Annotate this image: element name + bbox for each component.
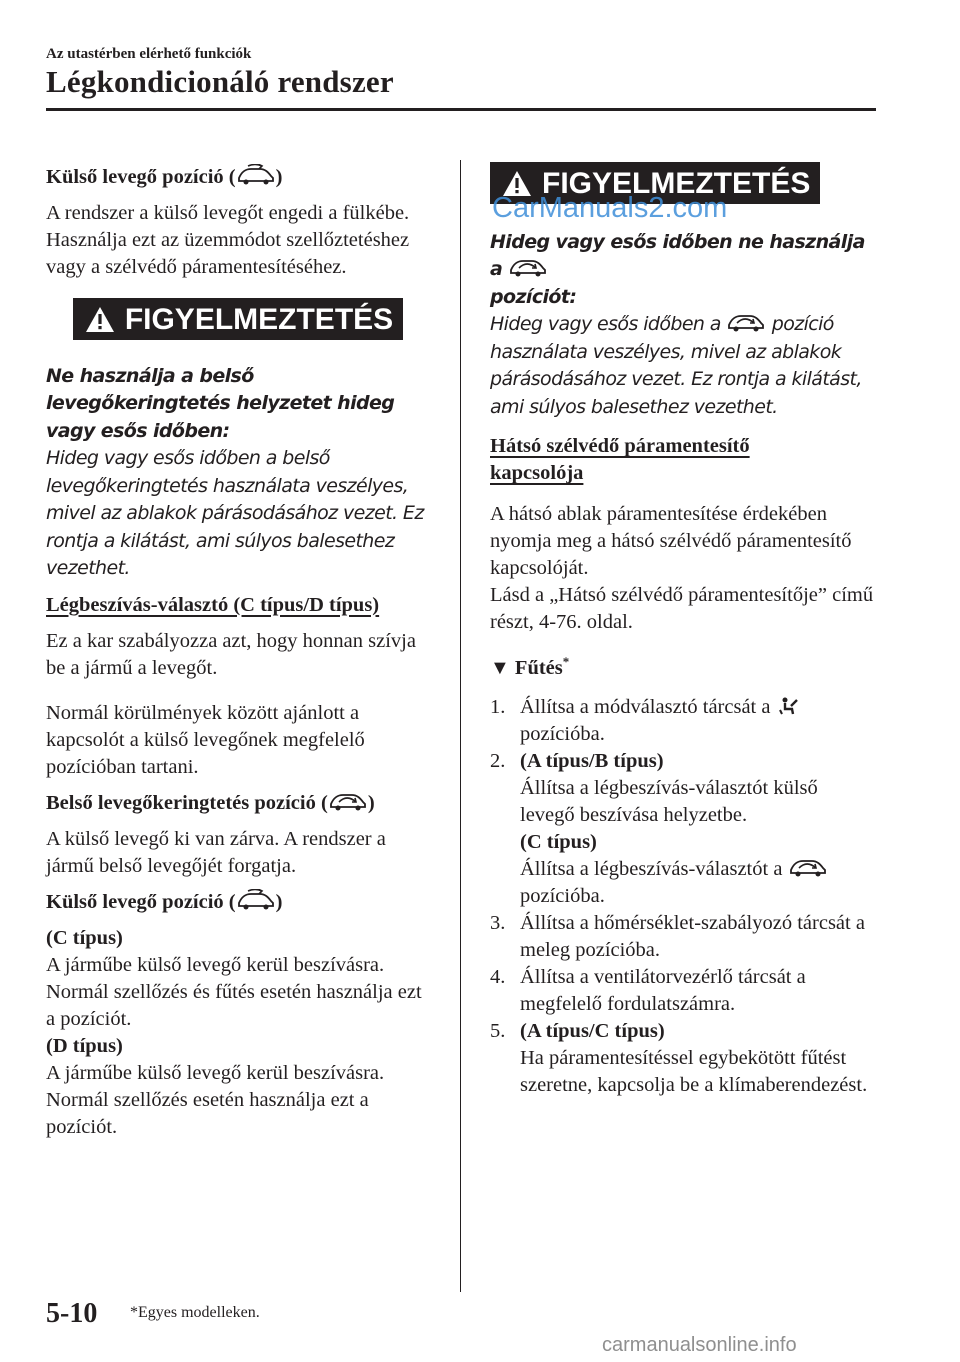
outside-air-icon <box>236 889 276 911</box>
warning-banner-label: FIGYELMEZTETÉS <box>124 302 394 336</box>
rear-defroster-reference: Lásd a „Hátsó szélvédő páramentesítője” című részt, 4-76. oldal. <box>490 584 874 633</box>
column-divider <box>460 160 461 1292</box>
warning-text-start: Hideg vagy esős időben a <box>490 313 721 335</box>
step-text-end: pozícióba. <box>520 722 605 745</box>
heading-text: Belső levegőkeringtetés pozíció ( <box>46 791 328 814</box>
warning-text: Hideg vagy esős időben a belső levegőkeringtetés használata veszélyes, mivel az ablakok párásodásához vezet. Ez rontja a kilátást, ami súlyos balesethez vezethet. <box>46 447 424 579</box>
left-column <box>46 164 430 1141</box>
list-number: 3. <box>490 911 506 934</box>
list-number: 1. <box>490 695 506 718</box>
warning-triangle-icon <box>85 306 115 333</box>
title-rule <box>46 108 876 111</box>
heading-text: Külső levegő pozíció ( <box>46 890 236 913</box>
recirculation-description: A külső levegő ki van zárva. A rendszer a jármű belső levegőjét forgatja. <box>46 827 386 877</box>
warning-text-end: pozíció használata veszélyes, mivel az ablakok párásodásához vezet. Ez rontja a kilátást, ami súlyos balesethez vezethet. <box>490 313 862 418</box>
heading-air-intake-selector: Légbeszívás-választó (C típus/D típus) <box>46 593 380 616</box>
heading-text-end: ) <box>275 890 283 913</box>
warning-banner <box>73 298 403 340</box>
type-label: (A típus/C típus) <box>520 1019 665 1042</box>
list-body <box>520 694 876 748</box>
site-watermark: carmanualsonline.info <box>602 1334 797 1356</box>
recommendation-text: Normál körülmények között ajánlott a kapcsolót a külső levegőnek megfelelő pozícióban tartani. <box>46 701 365 778</box>
list-item <box>490 964 876 1018</box>
warning-title <box>490 231 865 308</box>
recirculation-icon <box>508 256 548 278</box>
type-c-label: (C típus) <box>46 926 123 949</box>
type-d-label: (D típus) <box>46 1034 123 1057</box>
list-body <box>520 1018 876 1099</box>
heading-heating-label: Fűtés <box>514 656 563 679</box>
recirculation-icon <box>788 856 828 878</box>
watermark: CarManuals2.com <box>492 192 728 224</box>
type-label: (A típus/B típus) <box>520 749 664 772</box>
heading-outside-air-2 <box>46 889 430 916</box>
page-number: 5-10 <box>46 1298 98 1329</box>
list-body <box>520 748 876 910</box>
warning-title-end: pozíciót: <box>490 285 577 308</box>
step-text: Állítsa a módválasztó tárcsát a <box>520 695 771 718</box>
warning-banner-label: FIGYELMEZTETÉS <box>542 166 811 200</box>
list-item <box>490 694 876 748</box>
type-d-text: A járműbe külső levegő kerül beszívásra. Normál szellőzés esetén használja ezt a pozíciót. <box>46 1061 385 1138</box>
rear-defroster-description: A hátsó ablak páramentesítése érdekében nyomja meg a hátsó szélvédő páramentesítő kapcsolóját. <box>490 503 852 579</box>
recirculation-icon <box>328 790 368 812</box>
heading-text: Külső levegő pozíció ( <box>46 166 236 188</box>
footnote: *Egyes modelleken. <box>130 1304 260 1321</box>
outside-air-icon <box>236 164 276 186</box>
air-intake-description: Ez a kar szabályozza azt, hogy honnan szívja be a jármű a levegőt. <box>46 629 416 679</box>
heading-line-2: kapcsolója <box>490 462 584 484</box>
warning-body <box>46 363 430 583</box>
list-item <box>490 910 876 964</box>
right-column <box>490 162 876 1099</box>
heading-recirculation <box>46 790 430 817</box>
heading-text-end: ) <box>367 791 375 814</box>
warning-banner-wrap <box>46 298 430 341</box>
warning-body <box>490 229 876 422</box>
list-number: 2. <box>490 749 506 772</box>
section-label: Az utastérben elérhető funkciók <box>46 46 252 62</box>
heading-outside-air <box>46 164 430 191</box>
step-text: Állítsa a légbeszívás-választót a <box>520 857 783 880</box>
list-body: Állítsa a ventilátorvezérlő tárcsát a megfelelő fordulatszámra. <box>520 965 806 1015</box>
step-text: Ha páramentesítéssel egybekötött fűtést szeretne, kapcsolja be a klímaberendezést. <box>520 1046 868 1096</box>
heading-line-1: Hátsó szélvédő páramentesítő <box>490 435 750 457</box>
heading-text-end: ) <box>275 166 283 188</box>
type-label: (C típus) <box>520 830 597 853</box>
step-text-end: pozícióba. <box>520 884 605 907</box>
list-number: 5. <box>490 1019 506 1042</box>
heading-marker: ▼ <box>490 656 510 679</box>
list-item <box>490 1018 876 1099</box>
footnote-marker: * <box>562 654 570 669</box>
list-number: 4. <box>490 965 506 988</box>
outside-air-description: A rendszer a külső levegőt engedi a fülkébe. Használja ezt az üzemmódot szellőztetéshez vagy a szélvédő páramentesítéséhez. <box>46 202 410 278</box>
recirculation-icon <box>726 311 766 333</box>
step-text: Állítsa a légbeszívás-választót külső levegő beszívása helyzetbe. <box>520 776 818 826</box>
page-title: Légkondicionáló rendszer <box>46 64 394 99</box>
heading-heating <box>490 648 876 682</box>
list-body: Állítsa a hőmérséklet-szabályozó tárcsát a meleg pozícióba. <box>520 911 865 961</box>
heading-rear-defroster <box>490 433 876 487</box>
warning-title: Ne használja a belső levegőkeringtetés helyzetet hideg vagy esős időben: <box>46 364 395 442</box>
type-c-text: A járműbe külső levegő kerül beszívásra. Normál szellőzés és fűtés esetén használja ezt a pozíciót. <box>46 953 422 1030</box>
warning-title-start: Hideg vagy esős időben ne használja a <box>490 230 865 280</box>
floor-mode-icon <box>776 696 800 716</box>
list-item <box>490 748 876 910</box>
